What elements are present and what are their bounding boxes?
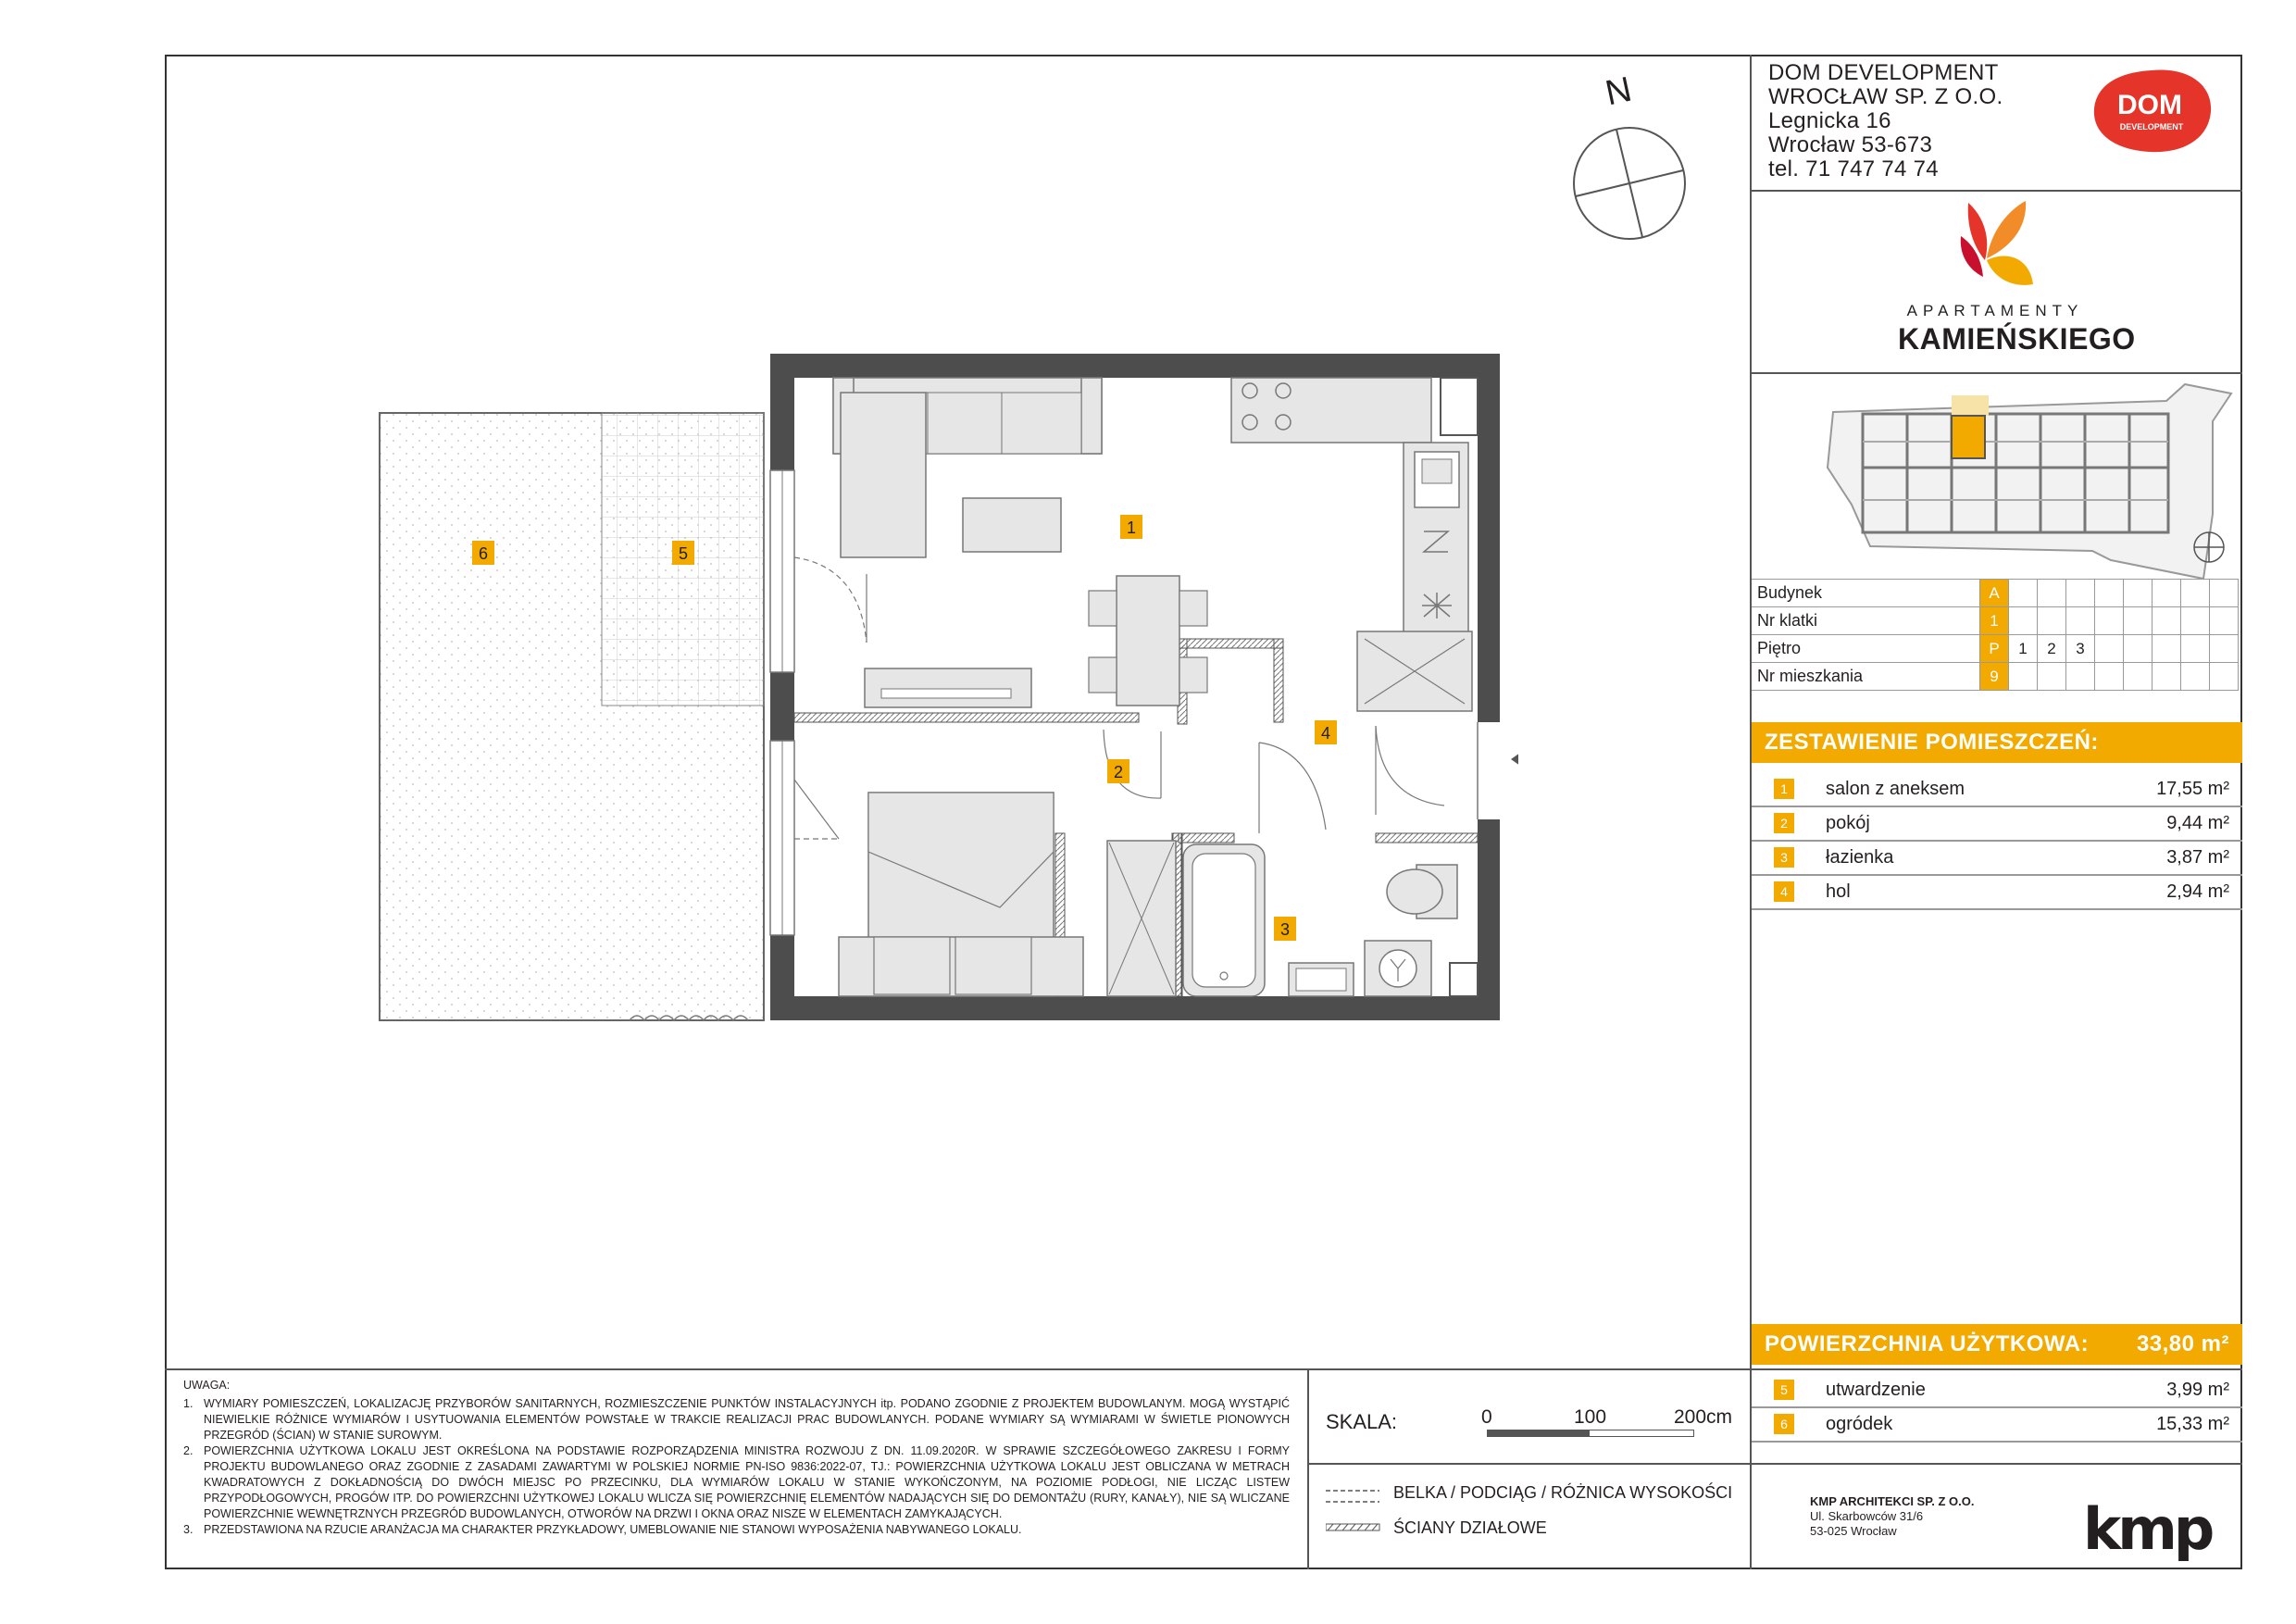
table-row: Nr klatki 1: [1752, 607, 2239, 635]
note-item: 3. PRZEDSTAWIONA NA RZUCIE ARANŻACJA MA CHARAKTER PRZYKŁADOWY, UMEBLOWANIE NIE STANOWI WYPOSAŻENIA NABYWANEGO LOKALU.: [183, 1523, 1022, 1536]
company-address: [1768, 61, 2003, 181]
extra-row: [1752, 1373, 2242, 1408]
room-area: 3,99 m²: [2166, 1380, 2229, 1400]
row-label: Budynek: [1752, 580, 1980, 607]
row-label: Nr klatki: [1752, 607, 1980, 635]
room-name: łazienka: [1826, 847, 1894, 868]
usable-area-header: [1752, 1324, 2242, 1365]
key-plan: [1815, 375, 2240, 583]
project-logo-big: KAMIEŃSKIEGO: [1898, 322, 2136, 356]
room-name: hol: [1826, 881, 1851, 902]
divider: [1750, 1463, 2242, 1465]
svg-text:6: 6: [478, 544, 489, 563]
room-number: 3: [1774, 847, 1794, 868]
dom-development-logo: [2087, 65, 2216, 157]
company-line: WROCŁAW SP. Z O.O.: [1768, 84, 2003, 109]
floor-plan: [352, 333, 1518, 1037]
company-line: DOM DEVELOPMENT: [1768, 60, 1999, 85]
room-number: 6: [1774, 1414, 1794, 1434]
company-line: tel. 71 747 74 74: [1768, 156, 1939, 181]
flame-icon: [1953, 199, 2037, 292]
room-name: ogródek: [1826, 1414, 1893, 1434]
room-name: salon z aneksem: [1826, 779, 1965, 799]
plan-label-5: [672, 541, 694, 565]
legend-walls: ŚCIANY DZIAŁOWE: [1393, 1518, 1547, 1537]
svg-text:4: 4: [1320, 724, 1331, 743]
table-row: Nr mieszkania 9: [1752, 663, 2239, 691]
plan-label-3: [1274, 917, 1296, 941]
architect-info: [1810, 1494, 1974, 1539]
legend-beam: BELKA / PODCIĄG / RÓŻNICA WYSOKOŚCI: [1393, 1483, 1733, 1502]
svg-text:3: 3: [1279, 920, 1291, 939]
row-label: Piętro: [1752, 635, 1980, 663]
room-number: 1: [1774, 779, 1794, 799]
svg-text:1: 1: [1126, 518, 1137, 537]
room-area: 9,44 m²: [2166, 813, 2229, 833]
scale-tick-100: 100: [1574, 1406, 1607, 1428]
project-logo-small: APARTAMENTY: [1906, 302, 2084, 319]
company-line: Legnicka 16: [1768, 108, 1891, 133]
plan-label-2: [1107, 759, 1129, 783]
note-item: 1. WYMIARY POMIESZCZEŃ, LOKALIZACJĘ PRZYBORÓW SANITARNYCH, ROZMIESZCZENIE PUNKTÓW INSTALACYJNYCH itp. PODANO ZGODNIE Z PROJEKTEM BUDOWLANYM. MOGĄ WYSTĄPIĆ NIEWIELKIE RÓŻNICE WYMIARÓW I USYTUOWANIA ELEMENTÓW POWSTAŁE W TRAKCIE REALIZACJI PRAC BUDOWLANYCH. PODANE WYMIARY SĄ WYMIARAMI W ŚWIETLE PIONOWYCH PRZEGRÓD (ŚCIAN) W STANIE SUROWYM.: [183, 1397, 1290, 1442]
notes: [183, 1378, 1290, 1538]
dom-logo-bottom: DEVELOPMENT: [2119, 122, 2184, 131]
note-item: 2. POWIERZCHNIA UŻYTKOWA LOKALU JEST OKREŚLONA NA PODSTAWIE ROZPORZĄDZENIA MINISTRA ROZWOJU Z DN. 11.09.2020R. W SPRAWIE SZCZEGÓŁOWEGO ZAKRESU I FORMY PROJEKTU BUDOWLANEGO ORAZ ZGODNIE Z ZASADAMI ZAWARTYMI W POLSKIEJ NORMIE PN-ISO 9836:2022-07, TJ.: POWIERZCHNIA UŻYTKOWA LOKALU JEST OBLICZANA W METRACH KWADRATOWYCH Z DOKŁADNOŚCIĄ DO DWÓCH MIEJSC PO PRZECINKU, DLA WYMIARÓW LOKALU W STANIE WYKOŃCZONYM, NA POZIOMIE PODŁOGI, NIE LICZĄC LISTEW PRZYPODŁOGOWYCH, PROGÓW ITP. DO POWIERZCHNI UŻYTKOWEJ LOKALU WLICZA SIĘ POWIERZCHNIĘ ELEMENTÓW NADAJĄCYCH SIĘ DO DEMONTAŻU (RURY, KANAŁY), NIE SĄ WLICZANE POWIERZCHNIE WEWNĘTRZNYCH PRZEGRÓD BUDOWLANYCH, OTWORÓW NA DRZWI I OKNA ORAZ NISZE W ELEMENTACH ZAMYKAJĄCYCH.: [183, 1444, 1290, 1520]
room-name: utwardzenie: [1826, 1380, 1926, 1400]
table-row: Piętro P 1 2 3: [1752, 635, 2239, 663]
room-area: 2,94 m²: [2166, 881, 2229, 902]
room-row: [1752, 875, 2242, 910]
project-logo: [1898, 199, 2136, 366]
usable-area-value: 33,80 m²: [2136, 1331, 2229, 1356]
room-area: 15,33 m²: [2156, 1414, 2229, 1434]
dom-logo-top: DOM: [2117, 90, 2182, 120]
scale-bar-filled: [1487, 1430, 1589, 1437]
company-line: Wrocław 53-673: [1768, 132, 1933, 157]
svg-text:5: 5: [678, 544, 689, 563]
room-row: [1752, 806, 2242, 842]
extra-row: [1752, 1407, 2242, 1443]
divider: [1750, 190, 2242, 192]
svg-text:2: 2: [1113, 763, 1124, 781]
table-row: Budynek A: [1752, 580, 2239, 607]
usable-area-label: POWIERZCHNIA UŻYTKOWA:: [1765, 1331, 2090, 1356]
scale-label: SKALA:: [1326, 1410, 1398, 1433]
room-area: 3,87 m²: [2166, 847, 2229, 868]
plan-label-6: [472, 541, 494, 565]
notes-heading: UWAGA:: [183, 1379, 231, 1392]
legend-swatches: [1326, 1487, 1381, 1543]
room-row: [1752, 841, 2242, 876]
room-number: 4: [1774, 881, 1794, 902]
room-area: 17,55 m²: [2156, 779, 2229, 799]
architect-city: 53-025 Wrocław: [1810, 1524, 1897, 1538]
footer-divider: [165, 1368, 2242, 1370]
kmp-logo: kmp: [2083, 1495, 2212, 1563]
north-arrow: [1565, 63, 1694, 248]
divider: [1307, 1463, 1750, 1465]
room-number: 5: [1774, 1380, 1794, 1400]
scale-bar-empty: [1589, 1430, 1694, 1437]
architect-name: KMP ARCHITEKCI SP. Z O.O.: [1810, 1494, 1975, 1508]
architect-street: Ul. Skarbowców 31/6: [1810, 1509, 1924, 1523]
row-label: Nr mieszkania: [1752, 663, 1980, 691]
north-label: N: [1602, 69, 1636, 114]
room-name: pokój: [1826, 813, 1870, 833]
rooms-header: ZESTAWIENIE POMIESZCZEŃ:: [1752, 722, 2242, 763]
plan-label-4: [1315, 720, 1337, 744]
scale-tick-200: 200cm: [1674, 1406, 1733, 1428]
room-number: 2: [1774, 813, 1794, 833]
divider: [1750, 372, 2242, 374]
plan-label-1: [1120, 515, 1142, 539]
divider: [1307, 1368, 1309, 1569]
location-table: [1752, 579, 2239, 691]
room-row: [1752, 772, 2242, 807]
scale-tick-0: 0: [1481, 1406, 1492, 1428]
